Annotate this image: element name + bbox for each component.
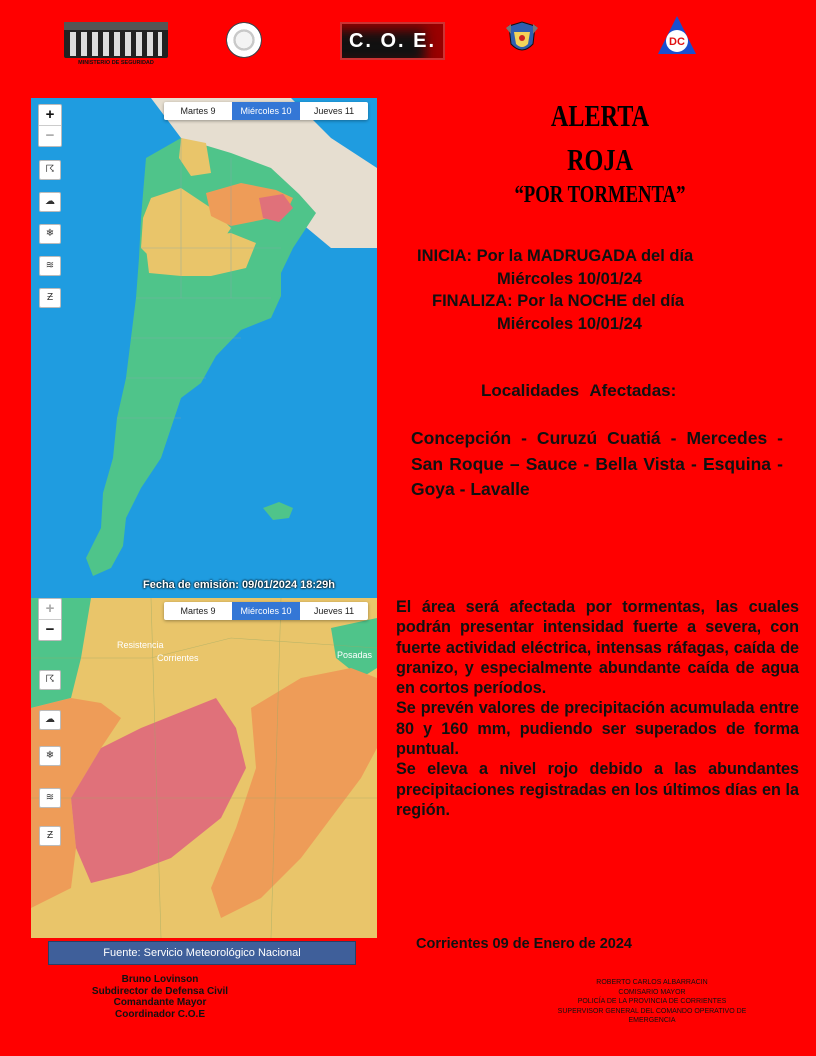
sig-right-line: POLICÍA DE LA PROVINCIA DE CORRIENTES	[577, 998, 727, 1006]
rain-layer-icon-bottom[interactable]: ☁	[39, 710, 61, 730]
wind-layer-icon[interactable]: ≋	[39, 256, 61, 276]
wind-layer-icon-bottom[interactable]: ≋	[39, 788, 61, 808]
tab-jueves-bottom[interactable]: Jueves 11	[313, 606, 355, 616]
finaliza-line1: FINALIZA: Por la NOCHE del día	[432, 292, 685, 310]
zonda-layer-icon[interactable]: Ƶ	[39, 288, 61, 308]
sig-right-line: ROBERTO CARLOS ALBARRACIN	[596, 979, 708, 986]
alert-title-line1: ALERTA	[550, 98, 650, 133]
signature-right	[520, 978, 784, 1026]
zoom-out-button-bottom[interactable]: −	[39, 619, 61, 640]
tab-martes[interactable]: Martes 9	[180, 106, 216, 116]
date-place: Corrientes 09 de Enero de 2024	[416, 936, 632, 952]
sig-left-line: Comandante Mayor	[113, 997, 207, 1008]
signature-left	[60, 974, 260, 1020]
police-seal-icon	[226, 22, 262, 58]
sig-left-line: Bruno Lovinson	[121, 974, 199, 985]
zonda-layer-icon-bottom[interactable]: Ƶ	[39, 826, 61, 846]
alert-map-corrientes-zoom[interactable]	[31, 598, 377, 938]
alert-title-line3: “POR TORMENTA”	[514, 182, 686, 208]
ministerio-caption: MINISTERIO DE SEGURIDAD	[78, 60, 154, 66]
snow-layer-icon[interactable]: ❄	[39, 224, 61, 244]
description-p1: El área será afectada por tormentas, las cuales podrán presentar intensidad fuerte a severa, con fuerte actividad eléctrica, intensas ráfagas, caída de granizo, y especialmente abundante caída de agua en cortos períodos.	[396, 598, 799, 698]
building-columns	[70, 32, 162, 56]
building-roof	[64, 22, 168, 30]
emission-date: Fecha de emisión: 09/01/2024 18:29h	[143, 579, 335, 591]
storm-layer-icon-bottom[interactable]: ☈	[39, 670, 61, 690]
storm-layer-icon[interactable]: ☈	[39, 160, 61, 180]
zoom-in-button[interactable]: +	[45, 106, 55, 123]
sig-left-line: Coordinador C.O.E	[115, 1008, 205, 1020]
day-tabs	[164, 102, 368, 120]
source-label: Fuente: Servicio Meteorológico Nacional	[48, 941, 356, 965]
zoom-control	[38, 104, 62, 147]
localities-title: Localidades Afectadas:	[481, 381, 677, 400]
rain-layer-icon[interactable]: ☁	[39, 192, 61, 212]
tab-miercoles-bottom[interactable]: Miércoles 10	[232, 602, 300, 620]
tab-martes-bottom[interactable]: Martes 9	[180, 606, 216, 616]
coe-logo: C. O. E.	[340, 22, 445, 60]
argentina-map-shapes	[31, 98, 377, 598]
dc-logo-text: DC	[669, 36, 685, 48]
snow-layer-icon-bottom[interactable]: ❄	[39, 746, 61, 766]
description-p3: Se eleva a nivel rojo debido a las abundantes precipitaciones registradas en los últimos días en la región.	[396, 760, 799, 819]
place-corrientes: Corrientes	[157, 653, 199, 663]
alert-map-argentina[interactable]	[31, 98, 377, 598]
localities-list: Concepción - Curuzú Cuatiá - Mercedes - San Roque – Sauce - Bella Vista - Esquina - Goya - Lavalle	[411, 428, 783, 499]
zoom-control-bottom	[38, 598, 62, 641]
inicia-line1: INICIA: Por la MADRUGADA del día	[417, 247, 694, 265]
day-tabs-bottom	[164, 602, 368, 620]
corrientes-map-shapes	[31, 598, 377, 938]
alert-schedule	[392, 245, 798, 335]
description-p2: Se prevén valores de precipitación acumulada entre 80 y 160 mm, pudiendo ser superados de forma puntual.	[396, 699, 799, 759]
province-shield-icon	[505, 20, 539, 56]
sig-right-line: EMERGENCIA	[628, 1017, 676, 1025]
defensa-civil-logo	[656, 14, 698, 56]
tab-jueves[interactable]: Jueves 11	[313, 106, 355, 116]
place-resistencia: Resistencia	[117, 640, 164, 650]
zoom-out-button[interactable]: −	[39, 125, 61, 146]
inicia-line2: Miércoles 10/01/24	[497, 269, 642, 288]
tab-miercoles[interactable]: Miércoles 10	[232, 102, 300, 120]
ministerio-seguridad-logo	[64, 22, 168, 70]
finaliza-line2: Miércoles 10/01/24	[497, 314, 642, 333]
sig-right-line: SUPERVISOR GENERAL DEL COMANDO OPERATIVO DE	[557, 1007, 747, 1015]
sig-right-line: COMISARIO MAYOR	[618, 988, 686, 996]
sig-left-line: Subdirector de Defensa Civil	[91, 985, 229, 997]
place-posadas: Posadas	[337, 650, 373, 660]
alert-description	[396, 597, 799, 820]
zoom-in-button-bottom[interactable]: +	[45, 600, 55, 617]
alert-title-line2: ROJA	[567, 142, 633, 177]
